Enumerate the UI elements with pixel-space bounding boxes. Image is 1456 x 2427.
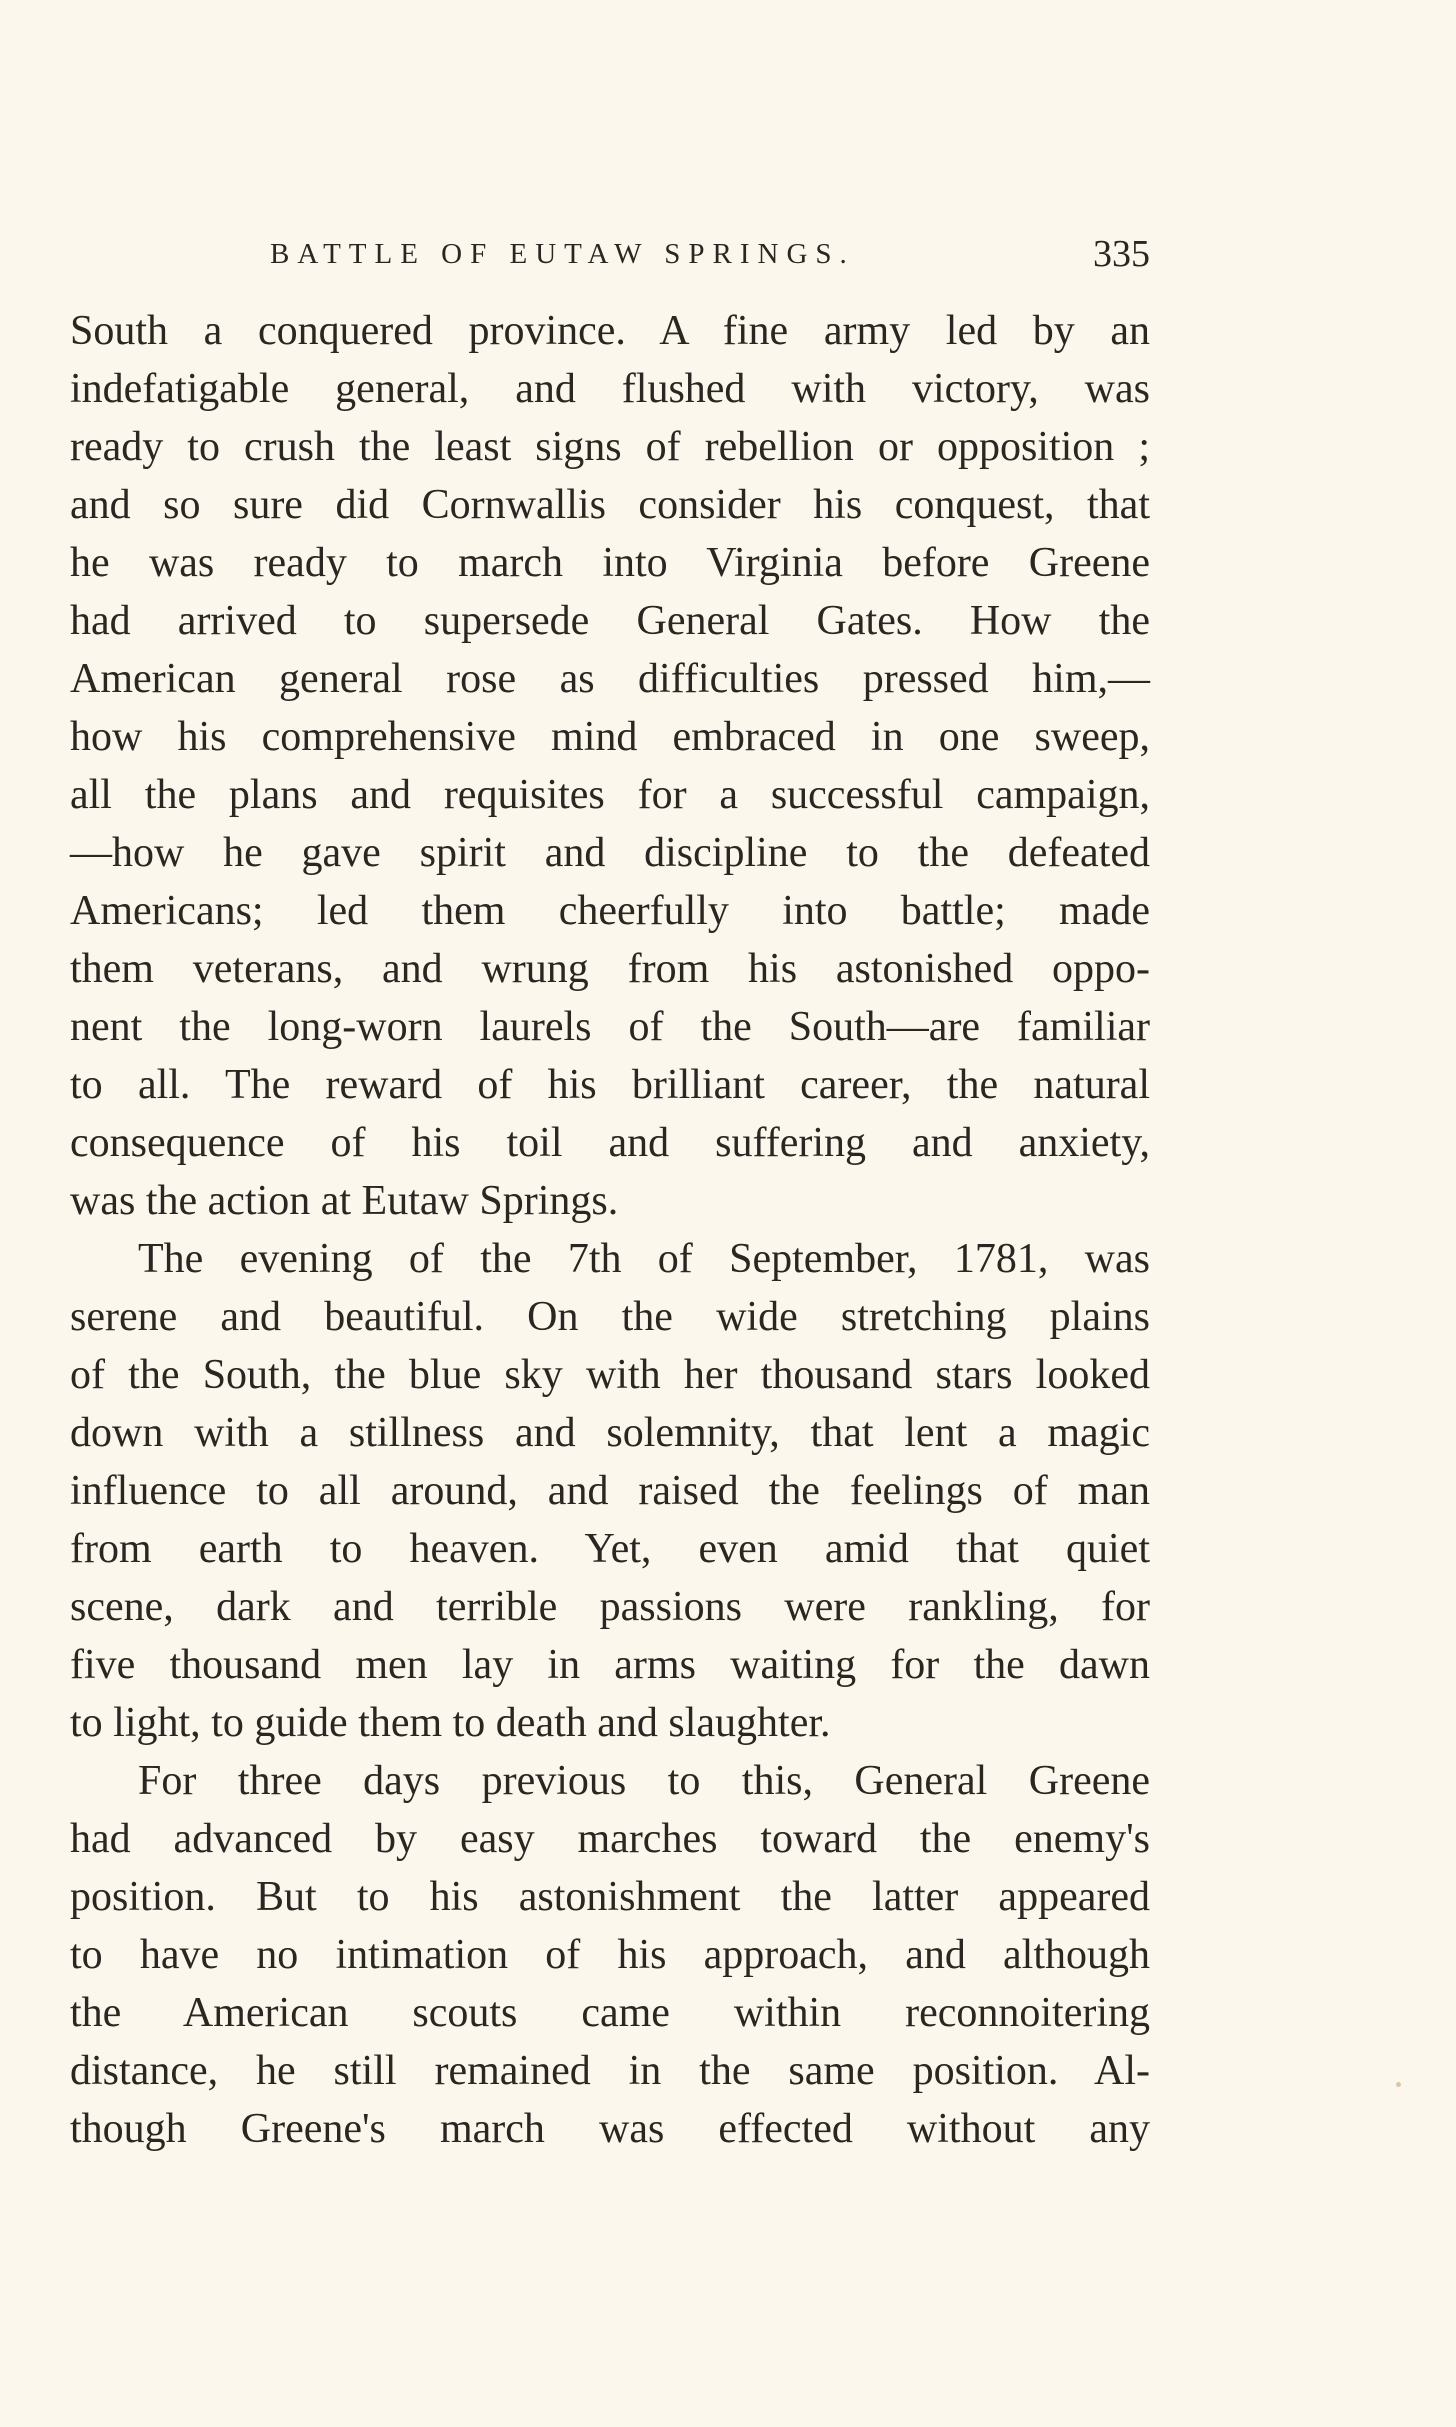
- text-line: the American scouts came within reconnoitering: [70, 1990, 1150, 2036]
- text-line: was the action at Eutaw Springs.: [70, 1178, 619, 1224]
- text-line: scene, dark and terrible passions were rankling, for: [70, 1584, 1150, 1630]
- text-line: For three days previous to this, General Greene: [138, 1758, 1150, 1804]
- text-line: and so sure did Cornwallis consider his conquest, that: [70, 482, 1150, 528]
- text-line: how his comprehensive mind embraced in one sweep,: [70, 714, 1150, 760]
- text-line: position. But to his astonishment the latter appeared: [70, 1874, 1150, 1920]
- text-line: down with a stillness and solemnity, that lent a magic: [70, 1410, 1150, 1456]
- text-line: though Greene's march was effected without any: [70, 2106, 1150, 2152]
- text-line: to all. The reward of his brilliant career, the natural: [70, 1062, 1150, 1108]
- text-line: Americans; led them cheerfully into battle; made: [70, 888, 1150, 934]
- text-line: to light, to guide them to death and slaughter.: [70, 1700, 831, 1746]
- paper-speck: [1396, 2082, 1401, 2087]
- text-line: them veterans, and wrung from his astonished oppo-: [70, 946, 1150, 992]
- text-line: The evening of the 7th of September, 1781, was: [138, 1236, 1150, 1282]
- text-line: to have no intimation of his approach, and although: [70, 1932, 1150, 1978]
- text-line: American general rose as difficulties pressed him,—: [70, 656, 1150, 702]
- text-line: had advanced by easy marches toward the enemy's: [70, 1816, 1150, 1862]
- text-line: distance, he still remained in the same position. Al-: [70, 2048, 1150, 2094]
- text-line: nent the long-worn laurels of the South—are familiar: [70, 1004, 1150, 1050]
- text-line: indefatigable general, and flushed with victory, was: [70, 366, 1150, 412]
- text-line: ready to crush the least signs of rebellion or opposition ;: [70, 424, 1150, 470]
- text-line: from earth to heaven. Yet, even amid that quiet: [70, 1526, 1150, 1572]
- text-line: serene and beautiful. On the wide stretching plains: [70, 1294, 1150, 1340]
- text-line: five thousand men lay in arms waiting for the dawn: [70, 1642, 1150, 1688]
- text-line: South a conquered province. A fine army led by an: [70, 308, 1150, 354]
- page-number: 335: [1093, 233, 1150, 275]
- text-line: had arrived to supersede General Gates. How the: [70, 598, 1150, 644]
- text-line: he was ready to march into Virginia before Greene: [70, 540, 1150, 586]
- running-head: [270, 233, 1150, 278]
- text-line: consequence of his toil and suffering and anxiety,: [70, 1120, 1150, 1166]
- text-line: of the South, the blue sky with her thousand stars looked: [70, 1352, 1150, 1398]
- text-line: influence to all around, and raised the feelings of man: [70, 1468, 1150, 1514]
- running-title: BATTLE OF EUTAW SPRINGS.: [270, 238, 855, 270]
- text-line: all the plans and requisites for a successful campaign,: [70, 772, 1150, 818]
- body-text: [70, 302, 1150, 2158]
- text-line: —how he gave spirit and discipline to the defeated: [70, 830, 1150, 876]
